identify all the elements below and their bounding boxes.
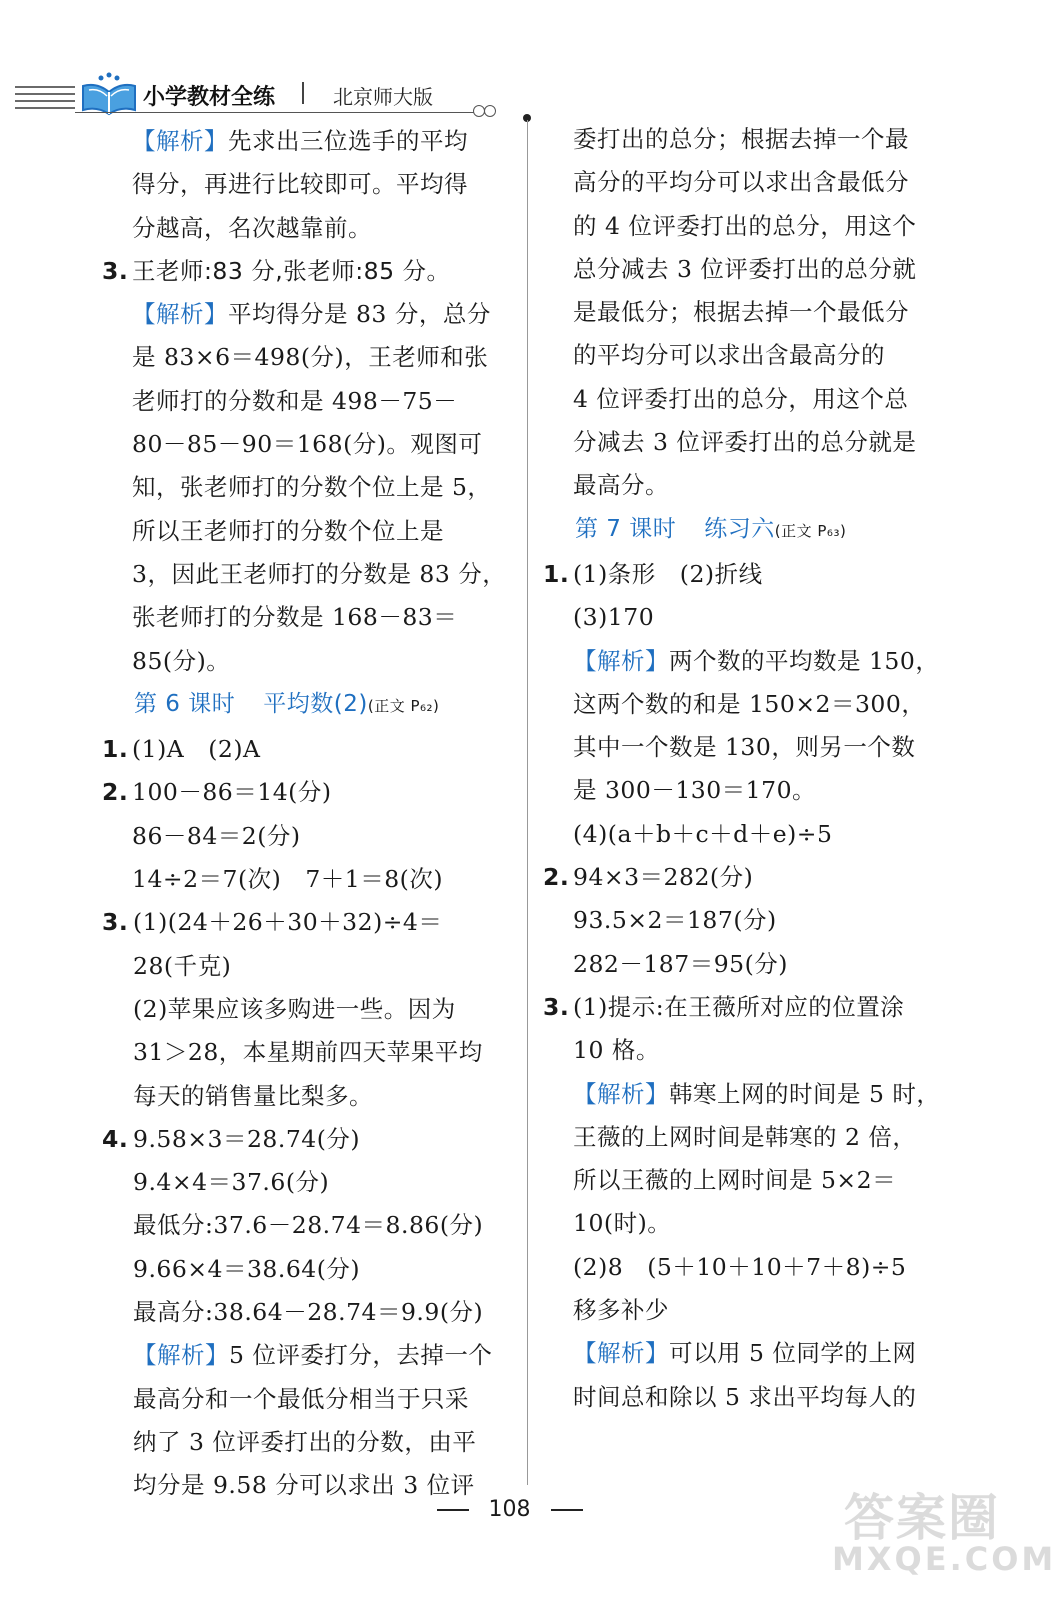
answer-4	[100, 1118, 518, 1161]
text-line: 86－84＝2(分)	[132, 821, 301, 850]
question-number: 2.	[543, 863, 570, 892]
answer-text: 王老师:83 分,张老师:85 分。	[132, 256, 451, 285]
text-line: 所以王老师打的分数个位上是	[132, 516, 444, 545]
header-rule	[75, 112, 485, 113]
analysis-label: 【解析】	[573, 1339, 669, 1368]
text-line: 的平均分可以求出含最高分的	[573, 341, 885, 370]
answer-3	[100, 901, 518, 944]
lesson-number: 第 7 课时	[575, 515, 677, 542]
text-line: 【解析】可以用 5 位同学的上网	[573, 1339, 917, 1368]
text-line: 282－187＝95(分)	[573, 949, 788, 978]
text-line: 4 位评委打出的总分，用这个总	[573, 384, 909, 413]
text-line: (2)8 (5＋10＋10＋7＋8)÷5	[573, 1252, 907, 1281]
text-line: 9.4×4＝37.6(分)	[133, 1168, 330, 1197]
watermark-url: MXQE.COM	[832, 1540, 1056, 1578]
question-number: 2.	[102, 778, 129, 807]
lesson-title: 平均数(2)	[263, 690, 368, 717]
text-line: 9.66×4＝38.64(分)	[133, 1254, 361, 1283]
question-number: 3.	[102, 908, 129, 937]
text-line: 张老师打的分数是 168－83＝	[132, 603, 458, 632]
right-column	[541, 118, 959, 1419]
header-rule-end-circle	[484, 105, 496, 117]
text-line: 其中一个数是 130，则另一个数	[573, 733, 916, 762]
answer-3	[541, 986, 959, 1029]
analysis-label: 【解析】	[132, 300, 228, 329]
text-line: 是 300－130＝170。	[573, 776, 817, 805]
text-line: 时间总和除以 5 求出平均每人的	[573, 1382, 917, 1411]
text-line: 高分的平均分可以求出含最低分	[573, 168, 909, 197]
text-line: 这两个数的和是 150×2＝300，	[573, 689, 926, 718]
text-line: 最高分。	[573, 471, 669, 500]
answer-text: 94×3＝282(分)	[573, 863, 754, 892]
text-line: 总分减去 3 位评委打出的总分就	[573, 254, 917, 283]
text-line: 得分，再进行比较即可。平均得	[132, 170, 468, 199]
answer-1	[541, 553, 959, 596]
answer-text: (1)A (2)A	[132, 735, 261, 764]
analysis-label: 【解析】	[573, 1079, 669, 1108]
header-divider	[302, 82, 304, 104]
analysis-label: 【解析】	[573, 646, 669, 675]
question-number: 1.	[102, 735, 129, 764]
page-reference: (正文 P₆₂)	[367, 696, 440, 715]
answer-text: (1)提示:在王薇所对应的位置涂	[573, 992, 905, 1021]
page-header	[15, 68, 495, 118]
edition-label: 北京师大版	[333, 85, 433, 109]
text-line: 知，张老师打的分数个位上是 5，	[132, 473, 492, 502]
lesson-heading	[541, 508, 959, 553]
text-line: 最低分:37.6－28.74＝8.86(分)	[133, 1211, 484, 1240]
text-line: 分减去 3 位评委打出的总分就是	[573, 428, 917, 457]
answer-2	[541, 856, 959, 899]
text-line: 10 格。	[573, 1036, 660, 1065]
text-line: 28(千克)	[133, 951, 232, 980]
lesson-heading	[100, 683, 518, 728]
text-line: 85(分)。	[132, 646, 231, 675]
lesson-number: 第 6 课时	[134, 690, 236, 717]
text-line: 最高分:38.64－28.74＝9.9(分)	[133, 1298, 484, 1327]
header-decor-lines	[15, 86, 75, 114]
answer-text: (1)条形 (2)折线	[573, 559, 763, 588]
question-number: 3.	[102, 256, 129, 285]
answer-text: (1)(24＋26＋30＋32)÷4＝	[133, 908, 443, 937]
text-line: (2)苹果应该多购进一些。因为	[133, 994, 456, 1023]
page-reference: (正文 P₆₃)	[774, 521, 847, 540]
lesson-title: 练习六	[704, 515, 775, 542]
text-line: 最高分和一个最低分相当于只采	[133, 1384, 469, 1413]
text-line: 3，因此王老师打的分数是 83 分，	[132, 559, 507, 588]
brand-title: 小学教材全练	[143, 85, 276, 110]
text-line: 均分是 9.58 分可以求出 3 位评	[133, 1471, 475, 1500]
left-column	[100, 120, 518, 1508]
text-line: 的 4 位评委打出的总分，用这个	[573, 211, 917, 240]
question-number: 1.	[543, 559, 570, 588]
text-line: 【解析】5 位评委打分，去掉一个	[133, 1341, 493, 1370]
text-line: 是 83×6＝498(分)，王老师和张	[132, 343, 489, 372]
text-line: 【解析】先求出三位选手的平均	[132, 127, 468, 155]
text-line: 王薇的上网时间是韩寒的 2 倍，	[573, 1122, 917, 1151]
text-line: (4)(a＋b＋c＋d＋e)÷5	[573, 819, 833, 848]
text-line: 分越高，名次越靠前。	[132, 213, 372, 242]
text-line: 14÷2＝7(次) 7＋1＝8(次)	[132, 865, 444, 894]
answer-2	[100, 771, 518, 814]
text-line: 移多补少	[573, 1296, 669, 1325]
analysis-label: 【解析】	[132, 127, 228, 155]
answer-text: 100－86＝14(分)	[132, 778, 332, 807]
text-line: 93.5×2＝187(分)	[573, 906, 777, 935]
page-number-text: 108	[488, 1497, 531, 1522]
text-line: 【解析】两个数的平均数是 150，	[573, 646, 940, 675]
text-line: 10(时)。	[573, 1209, 672, 1238]
analysis-label: 【解析】	[133, 1341, 229, 1370]
text-line: 每天的销售量比梨多。	[133, 1081, 373, 1110]
text-line: 【解析】平均得分是 83 分，总分	[132, 300, 491, 329]
question-number: 4.	[102, 1124, 129, 1153]
text-line: 是最低分；根据去掉一个最低分	[573, 298, 909, 327]
column-divider	[527, 120, 528, 1485]
text-line: 80－85－90＝168(分)。观图可	[132, 430, 483, 459]
text-line: 【解析】韩寒上网的时间是 5 时，	[573, 1079, 941, 1108]
answer-3	[100, 250, 518, 293]
answer-text: 9.58×3＝28.74(分)	[133, 1124, 361, 1153]
answer-1	[100, 728, 518, 771]
text-line: 委打出的总分；根据去掉一个最	[573, 125, 909, 153]
text-line: 31＞28，本星期前四天苹果平均	[133, 1038, 483, 1067]
text-line: 所以王薇的上网时间是 5×2＝	[573, 1166, 897, 1195]
open-book-icon	[79, 72, 139, 116]
text-line: 纳了 3 位评委打出的分数，由平	[133, 1427, 477, 1456]
text-line: 老师打的分数和是 498－75－	[132, 386, 458, 415]
question-number: 3.	[543, 992, 570, 1021]
watermark	[832, 1478, 1056, 1588]
watermark-logo-text: 答案圈	[844, 1489, 1000, 1547]
text-line: (3)170	[573, 603, 655, 632]
